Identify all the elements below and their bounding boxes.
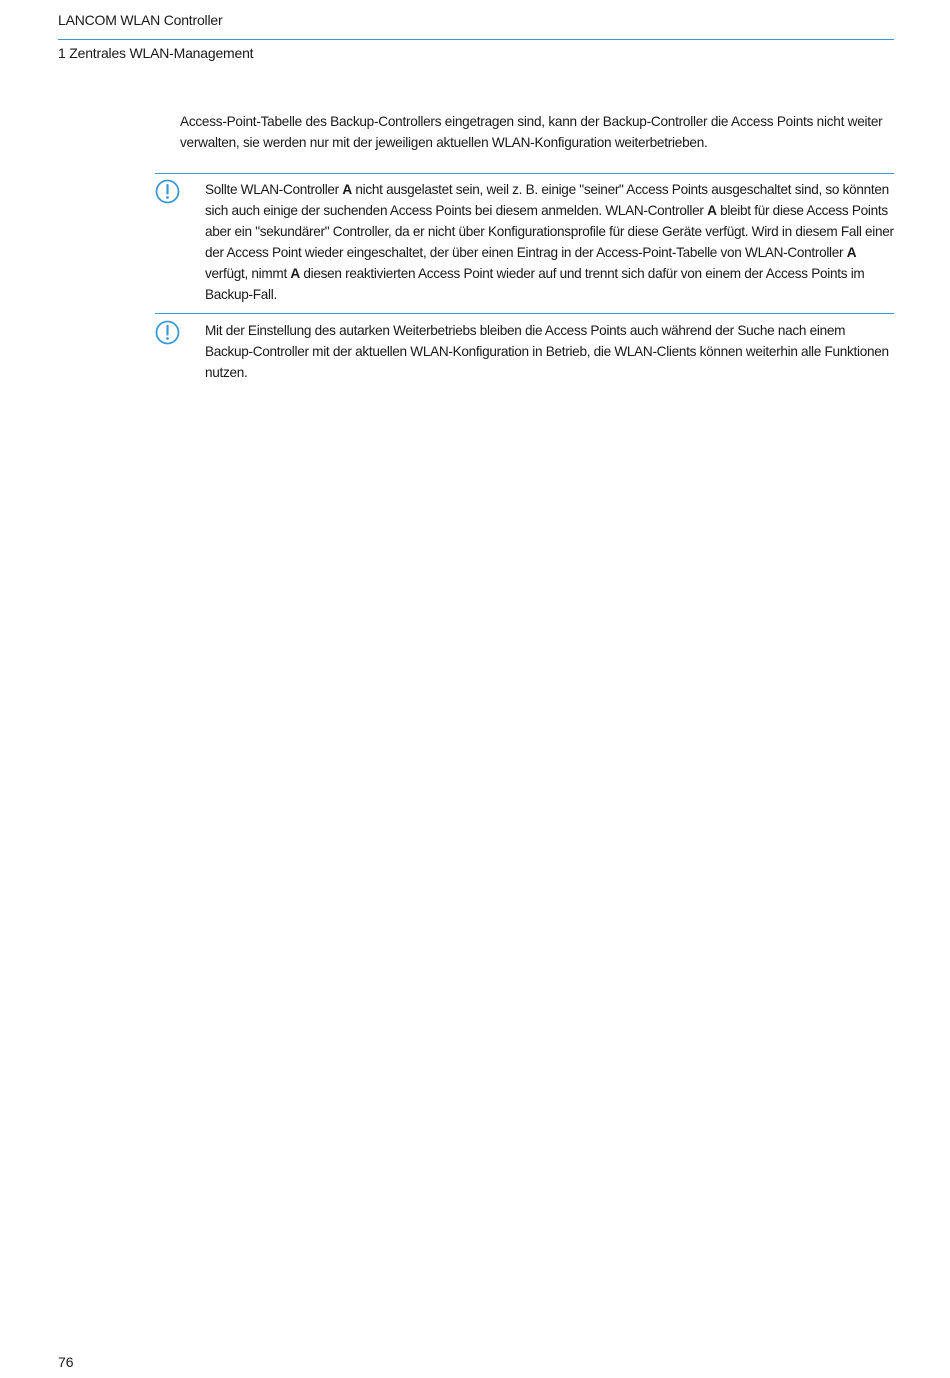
- note-1-text-part: verfügt, nimmt: [205, 266, 291, 281]
- note-1-text: [205, 179, 895, 305]
- header-divider: [58, 39, 894, 40]
- note-2-text: Mit der Einstellung des autarken Weiterbetriebs bleiben die Access Points auch während der Suche nach einem Backup-Controller mit der aktuellen WLAN-Konfiguration in Betrieb, die WLAN-Clients können weiterhin alle Funktionen nutzen.: [205, 323, 889, 380]
- note-1-text-part: nicht ausgelastet sein, weil z. B. einige "seiner" Access Points ausgeschaltet sind, so könnten sich auch einige der suchenden Access Points bei diesem anmelden. WLAN-Controller: [205, 182, 889, 218]
- note-2-divider: [155, 313, 894, 314]
- controller-a-label: A: [846, 245, 857, 260]
- controller-a-label: A: [290, 266, 300, 281]
- page-number: 76: [58, 1354, 74, 1370]
- running-header-chapter: 1 Zentrales WLAN-Management: [58, 45, 254, 61]
- exclamation-circle-icon: [155, 320, 180, 345]
- note-1-text-part: bleibt für diese Access Points aber ein "sekundärer" Controller, da er nicht über Konfigurationsprofile für diese Geräte verfügt. Wird in diesem Fall einer der Access Point wieder eingeschaltet, der über einen Eintrag in der Access-Point-Tabelle von WLAN-Controller: [205, 203, 894, 260]
- running-header-title: LANCOM WLAN Controller: [58, 12, 223, 28]
- controller-a-label: A: [707, 203, 717, 218]
- exclamation-circle-icon: [155, 179, 180, 204]
- note-1-text-part: Sollte WLAN-Controller: [205, 182, 343, 197]
- note-1-divider: [155, 173, 894, 174]
- note-1-text-part: diesen reaktivierten Access Point wieder auf und trennt sich dafür von einem der Access Points im Backup-Fall.: [205, 266, 865, 302]
- intro-paragraph: Access-Point-Tabelle des Backup-Controllers eingetragen sind, kann der Backup-Controller die Access Points nicht weiter verwalten, sie werden nur mit der jeweiligen aktuellen WLAN-Konfiguration weiterbetrieben.: [180, 114, 883, 150]
- controller-a-label: A: [342, 182, 352, 197]
